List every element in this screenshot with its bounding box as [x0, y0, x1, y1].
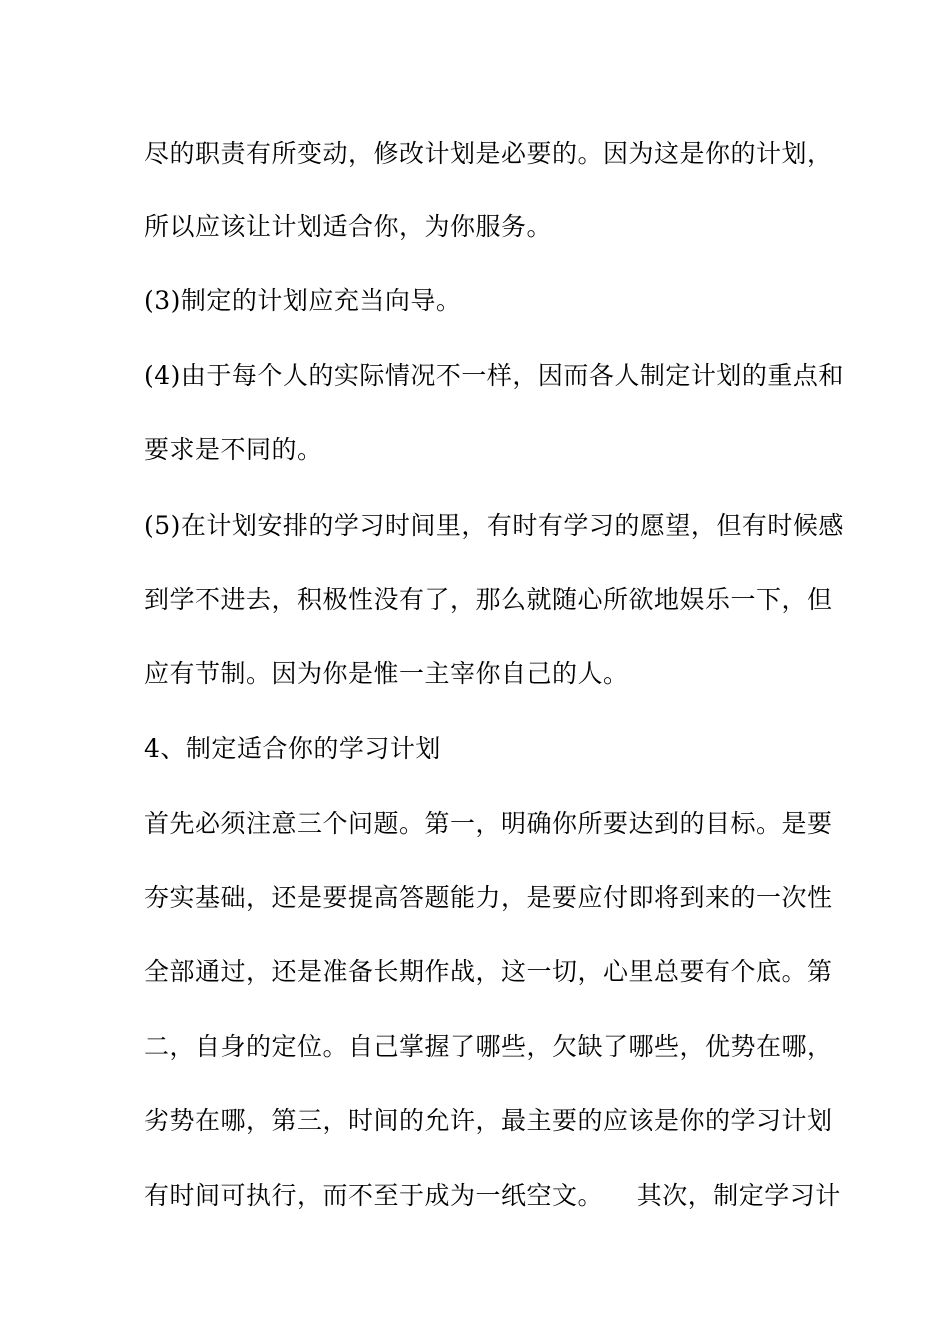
text-line: (3)制定的计划应充当向导。	[144, 286, 462, 315]
text-line: 夯实基础，还是要提高答题能力，是要应付即将到来的一次性	[144, 883, 833, 912]
text-line: 到学不进去，积极性没有了，那么就随心所欲地娱乐一下，但	[144, 585, 833, 614]
text-line: 所以应该让计划适合你，为你服务。	[144, 212, 553, 241]
text-line: 有时间可执行，而不至于成为一纸空文。 其次，制定学习计	[144, 1181, 841, 1210]
text-line: 全部通过，还是准备长期作战，这一切，心里总要有个底。第	[144, 957, 833, 986]
text-line: 应有节制。因为你是惟一主宰你自己的人。	[144, 659, 629, 688]
text-line: 尽的职责有所变动，修改计划是必要的。因为这是你的计划，	[144, 139, 833, 168]
section-heading: 4、制定适合你的学习计划	[144, 734, 441, 763]
text-line: 首先必须注意三个问题。第一，明确你所要达到的目标。是要	[144, 809, 833, 838]
text-line: (4)由于每个人的实际情况不一样，因而各人制定计划的重点和	[144, 361, 844, 390]
text-line: 劣势在哪，第三，时间的允许，最主要的应该是你的学习计划	[144, 1106, 833, 1135]
text-line: (5)在计划安排的学习时间里，有时有学习的愿望，但有时候感	[144, 511, 844, 540]
text-line: 要求是不同的。	[144, 435, 323, 464]
text-line: 二，自身的定位。自己掌握了哪些，欠缺了哪些，优势在哪，	[144, 1032, 833, 1061]
